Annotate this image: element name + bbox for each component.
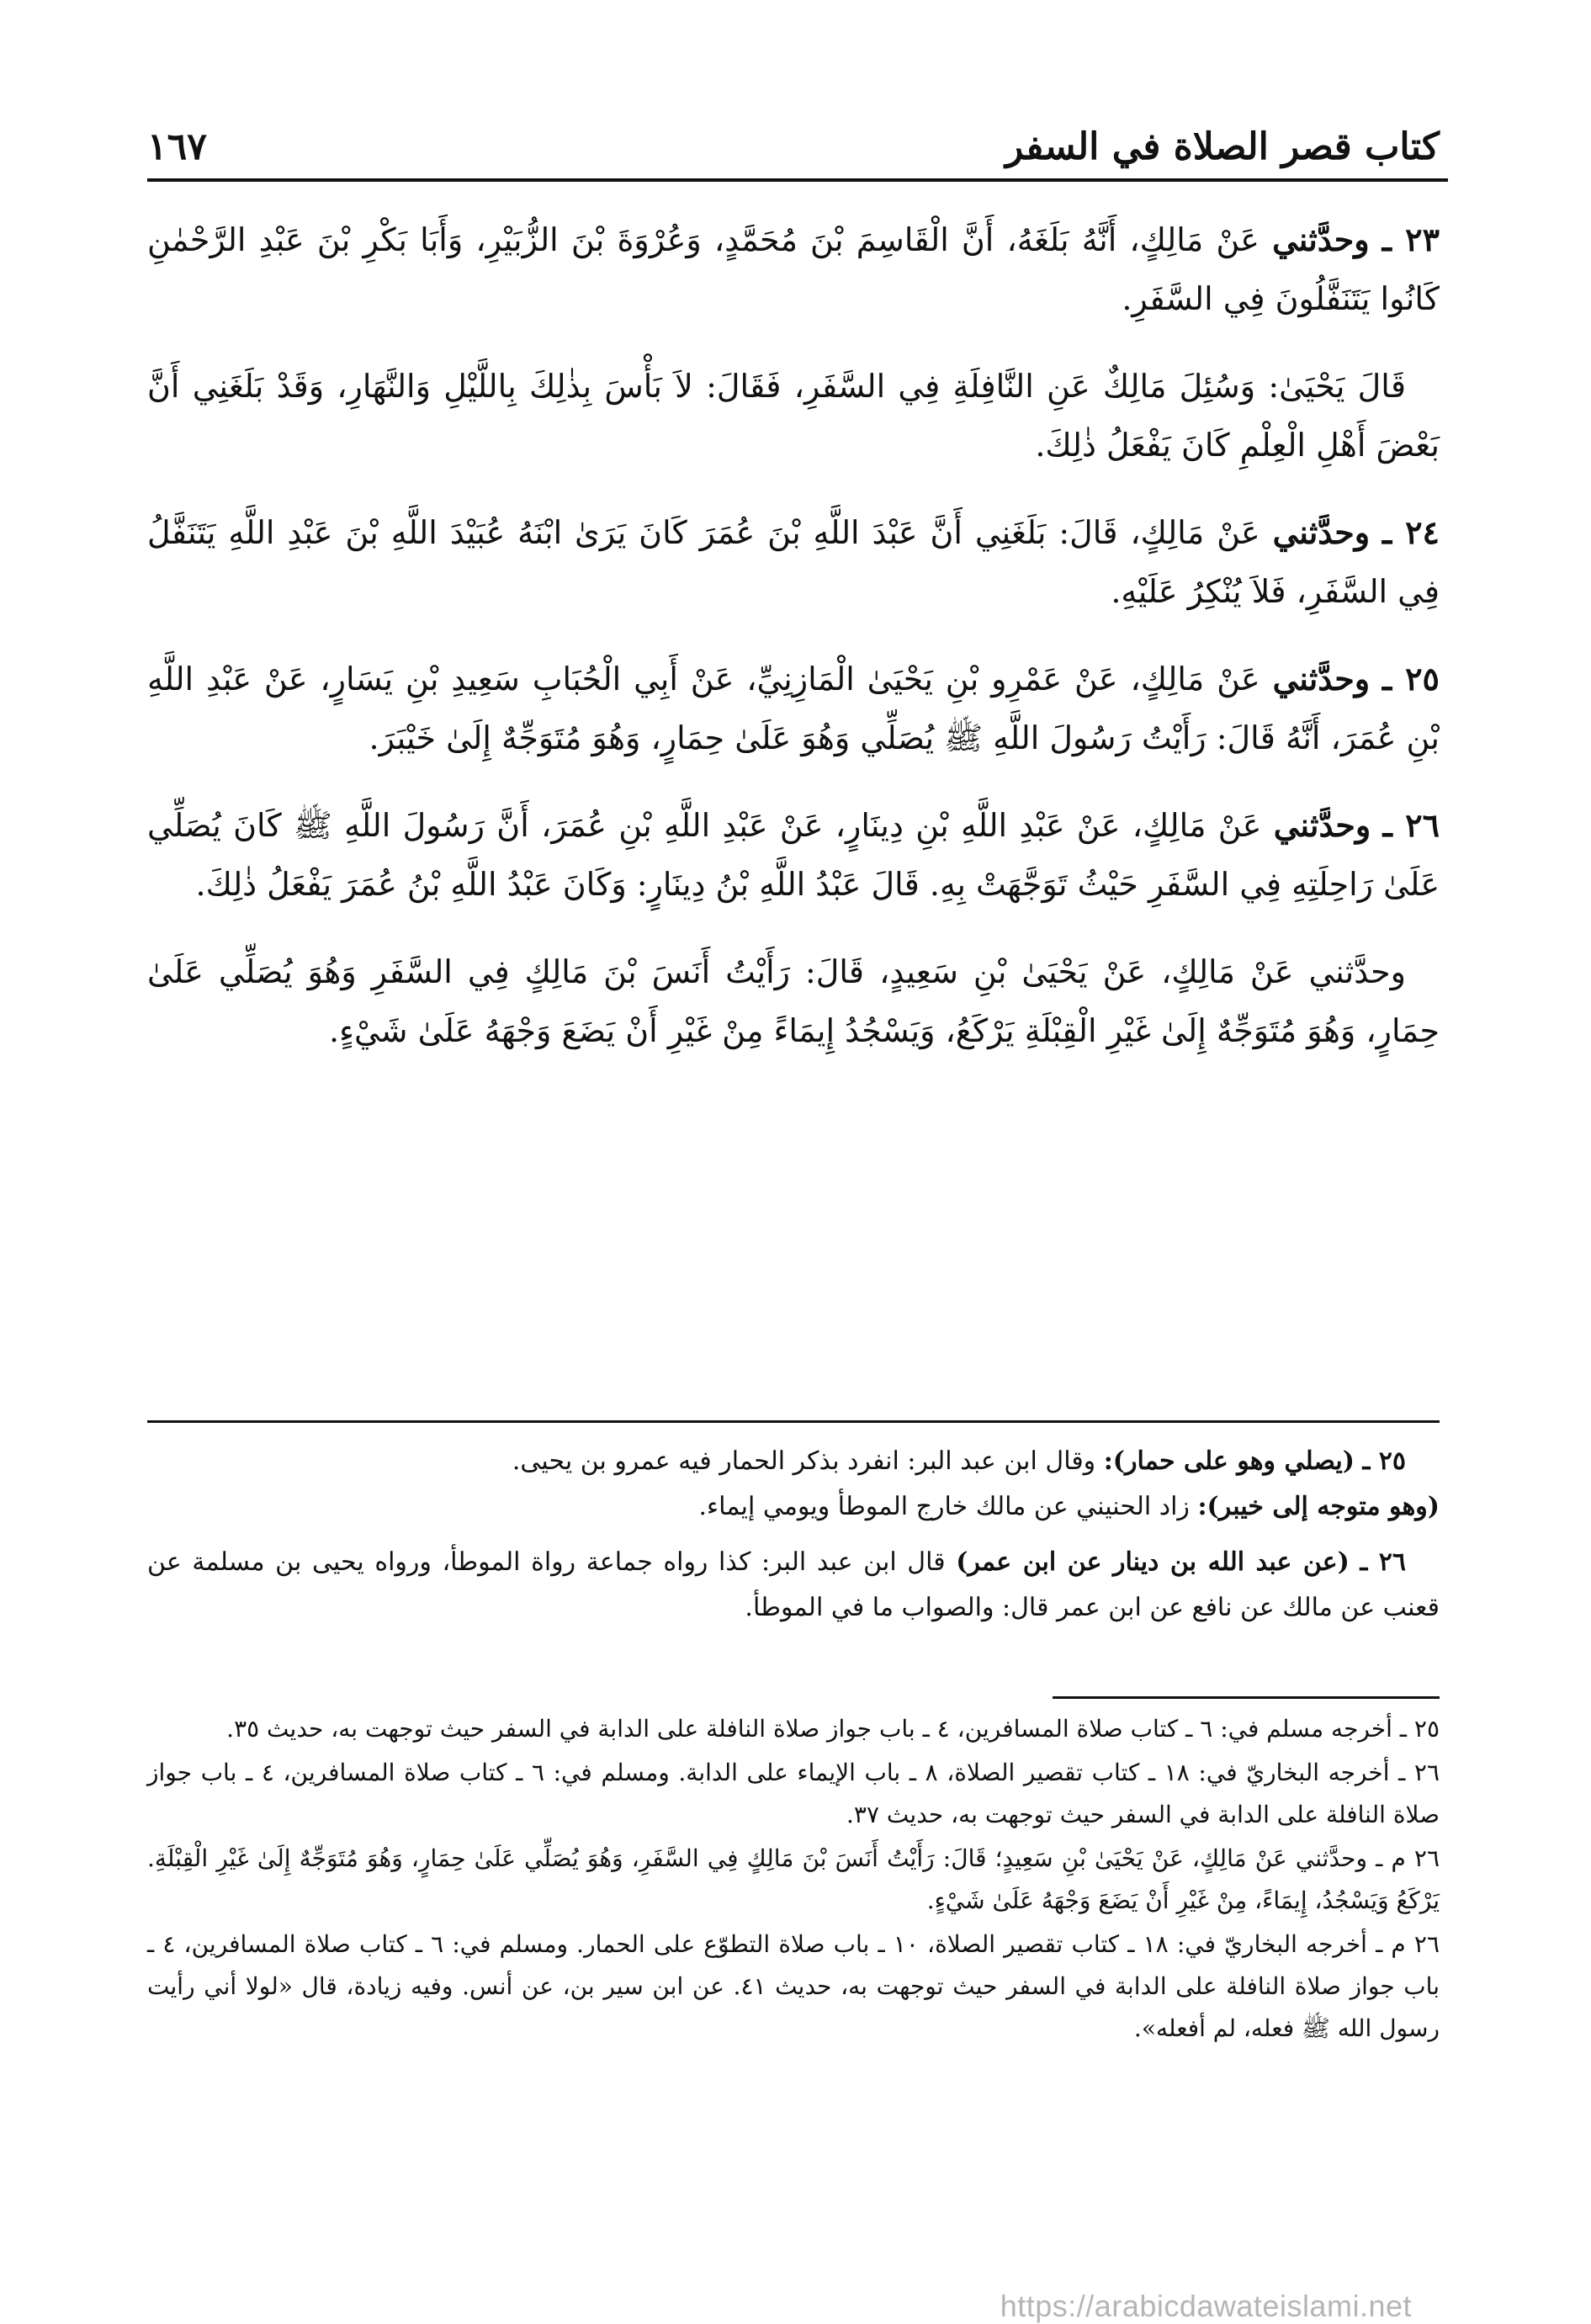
note-text: زاد الحنيني عن مالك خارج الموطأ ويومي إيماء. — [698, 1492, 1190, 1521]
main-text — [147, 210, 1440, 1089]
hadith-number: ٢٣ ـ — [1382, 220, 1440, 258]
page-number: ١٦٧ — [147, 125, 207, 168]
notes-divider — [147, 1420, 1440, 1423]
note-quote: (عن عبد الله بن دينار عن ابن عمر) — [956, 1547, 1350, 1577]
hadith-25 — [147, 650, 1440, 767]
yahya-note — [147, 357, 1440, 475]
hadith-text: عَنْ مَالِكٍ، أَنَّهُ بَلَغَهُ، أَنَّ الْقَاسِمَ بْنَ مُحَمَّدٍ، وَعُرْوَةَ بْنَ الزُّبَيْرِ، وَأَبَا بَكْرِ بْنَ عَبْدِ الرَّحْمٰنِ كَانُوا يَتَنَفَّلُونَ فِي السَّفَرِ. — [147, 221, 1440, 317]
header-divider — [147, 178, 1448, 182]
hadith-24 — [147, 503, 1440, 621]
hadith-text: عَنْ مَالِكٍ، عَنْ عَبْدِ اللَّهِ بْنِ دِينَارٍ، عَنْ عَبْدِ اللَّهِ بْنِ عُمَرَ، أَنَّ رَسُولَ اللَّهِ ﷺ كَانَ يُصَلِّي عَلَىٰ رَاحِلَتِهِ فِي السَّفَرِ حَيْثُ تَوَجَّهَتْ بِهِ. قَالَ عَبْدُ اللَّهِ بْنُ دِينَارٍ: وَكَانَ عَبْدُ اللَّهِ بْنُ عُمَرَ يَفْعَلُ ذٰلِكَ. — [147, 807, 1440, 903]
source-entry: ٢٥ ـ أخرجه مسلم في: ٦ ـ كتاب صلاة المسافرين، ٤ ـ باب جواز صلاة النافلة على الدابة في السفر حيث توجهت به، حديث ٣٥. — [226, 1715, 1440, 1743]
hadith-26 — [147, 796, 1440, 914]
source-references — [147, 1708, 1440, 2051]
hadith-lead: وحدَّثني — [1272, 660, 1371, 698]
page-header — [147, 109, 1440, 168]
hadith-lead: وحدَّثني — [1272, 220, 1370, 258]
hadith-number: ٢٦ ـ — [1382, 806, 1440, 844]
sources-divider — [1053, 1696, 1440, 1699]
hadith-text: عَنْ مَالِكٍ، عَنْ عَمْرِو بْنِ يَحْيَىٰ الْمَازِنِيِّ، عَنْ أَبِي الْحُبَابِ سَعِيدِ بْنِ يَسَارٍ، عَنْ عَبْدِ اللَّهِ بْنِ عُمَرَ، أَنَّهُ قَالَ: رَأَيْتُ رَسُولَ اللَّهِ ﷺ يُصَلِّي وَهُوَ عَلَىٰ حِمَارٍ، وَهُوَ مُتَوَجِّهٌ إِلَىٰ خَيْبَرَ. — [147, 661, 1440, 756]
source-entry: ٢٦ م ـ أخرجه البخاريّ في: ١٨ ـ كتاب تقصير الصلاة، ١٠ ـ باب صلاة التطوّع على الحمار. ومسلم في: ٦ ـ كتاب صلاة المسافرين، ٤ ـ باب جواز صلاة النافلة على الدابة في السفر حيث توجهت به، حديث ٤١. عن ابن سير بن، عن أنس. وفيه زيادة، قال «لولا أني رأيت رسول الله ﷺ فعله، لم أفعله». — [147, 1930, 1440, 2042]
yahya-text: قَالَ يَحْيَىٰ: وَسُئِلَ مَالِكٌ عَنِ النَّافِلَةِ فِي السَّفَرِ، فَقَالَ: لاَ بَأْسَ بِذٰلِكَ بِاللَّيْلِ وَالنَّهَارِ، وَقَدْ بَلَغَنِي أَنَّ بَعْضَ أَهْلِ الْعِلْمِ كَانَ يَفْعَلُ ذٰلِكَ. — [147, 368, 1440, 464]
hadith-23 — [147, 210, 1440, 328]
watermark-url: https://arabicdawateislami.net — [1000, 2289, 1412, 2323]
source-entry: ٢٦ م ـ وحدَّثني عَنْ مَالِكٍ، عَنْ يَحْيَىٰ بْنِ سَعِيدٍ؛ قَالَ: رَأَيْتُ أَنَسَ بْنَ مَالِكٍ فِي السَّفَرِ، وَهُوَ يُصَلِّي عَلَىٰ حِمَارٍ، وَهُوَ مُتَوَجِّهٌ إِلَىٰ غَيْرِ الْقِبْلَةِ. يَرْكَعُ وَيَسْجُدُ، إِيمَاءً، مِنْ غَيْرِ أَنْ يَضَعَ وَجْهَهُ عَلَىٰ شَيْءٍ. — [147, 1844, 1440, 1914]
chapter-title: كتاب قصر الصلاة في السفر — [1005, 125, 1440, 168]
source-entry: ٢٦ ـ أخرجه البخاريّ في: ١٨ ـ كتاب تقصير الصلاة، ٨ ـ باب الإيماء على الدابة. ومسلم في: ٦ ـ كتاب صلاة المسافرين، ٤ ـ باب جواز صلاة النافلة على الدابة في السفر حيث توجهت به، حديث ٣٧. — [147, 1759, 1440, 1828]
note-text: وقال ابن عبد البر: انفرد بذكر الحمار فيه عمرو بن يحيى. — [512, 1446, 1096, 1476]
hadith-lead: وحدَّثني — [1273, 806, 1371, 844]
hadith-lead: وحدَّثني — [1272, 513, 1371, 551]
hadith-number: ٢٥ ـ — [1382, 660, 1440, 698]
hadith-26m — [147, 942, 1440, 1060]
note-text: قال ابن عبد البر: كذا رواه جماعة رواة الموطأ، ورواه يحيى بن مسلمة عن قعنب عن مالك عن نافع عن ابن عمر قال: والصواب ما في الموطأ. — [147, 1547, 1440, 1622]
note-26 — [147, 1540, 1440, 1631]
note-25 — [147, 1439, 1440, 1530]
hadith-text: وحدَّثني عَنْ مَالِكٍ، عَنْ يَحْيَىٰ بْنِ سَعِيدٍ، قَالَ: رَأَيْتُ أَنَسَ بْنَ مَالِكٍ فِي السَّفَرِ وَهُوَ يُصَلِّي عَلَىٰ حِمَارٍ، وَهُوَ مُتَوَجِّهٌ إِلَىٰ غَيْرِ الْقِبْلَةِ يَرْكَعُ، وَيَسْجُدُ إِيمَاءً مِنْ غَيْرِ أَنْ يَضَعَ وَجْهَهُ عَلَىٰ شَيْءٍ. — [147, 953, 1440, 1049]
note-quote: (وهو متوجه إلى خيبر): — [1197, 1492, 1440, 1521]
hadith-text: عَنْ مَالِكٍ، قَالَ: بَلَغَنِي أَنَّ عَبْدَ اللَّهِ بْنَ عُمَرَ كَانَ يَرَىٰ ابْنَهُ عُبَيْدَ اللَّهِ بْنَ عَبْدِ اللَّهِ يَتَنَفَّلُ فِي السَّفَرِ، فَلاَ يُنْكِرُ عَلَيْهِ. — [147, 514, 1440, 610]
hadith-number: ٢٤ ـ — [1382, 513, 1440, 551]
note-number: ٢٥ ـ — [1362, 1446, 1406, 1476]
note-number: ٢٦ ـ — [1360, 1547, 1407, 1577]
note-quote: (يصلي وهو على حمار): — [1103, 1446, 1355, 1476]
commentary-notes — [147, 1439, 1440, 1641]
